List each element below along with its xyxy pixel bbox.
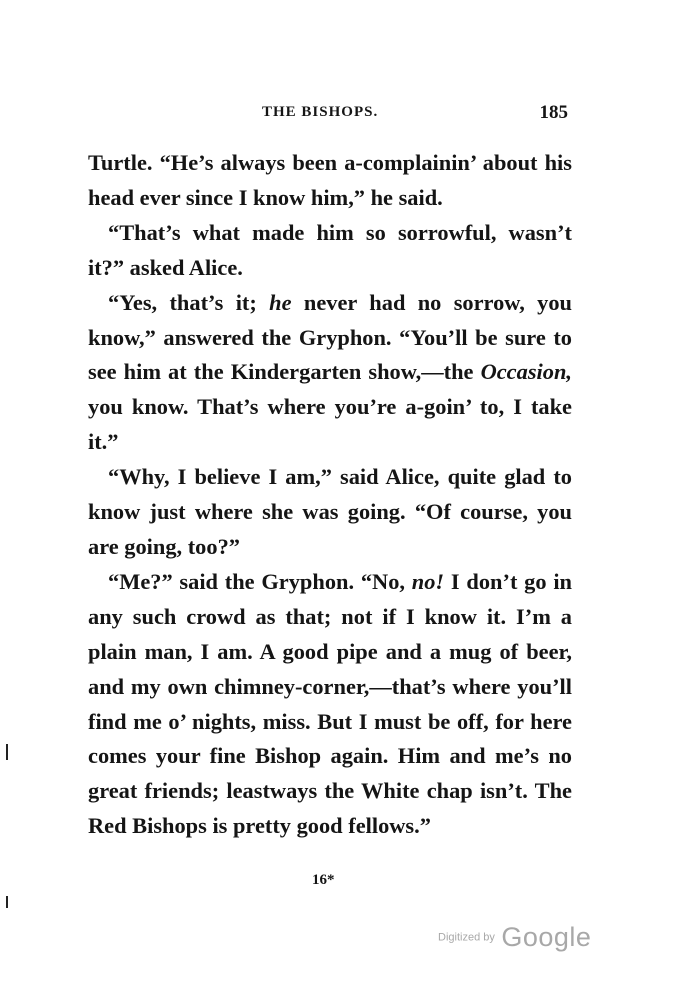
watermark-brand: Google — [501, 922, 592, 952]
italic-text: Occasion, — [480, 359, 572, 385]
paragraph — [88, 565, 572, 844]
paragraph — [88, 460, 572, 565]
text-run: “Why, I believe I am,” said Alice, quite glad to know just where she was going. “Of course, you are going, too?” — [88, 464, 572, 559]
watermark-prefix: Digitized by — [438, 931, 495, 944]
text-run: “That’s what made him so sorrowful, wasn’t it?” asked Alice. — [88, 219, 572, 280]
body-text — [88, 146, 572, 844]
margin-mark — [6, 744, 8, 760]
text-run: you know. That’s where you’re a-goin’ to, I take it.” — [88, 394, 572, 455]
italic-text: no! — [411, 568, 445, 594]
margin-mark — [6, 896, 8, 908]
text-run: “Yes, that’s it; — [108, 289, 270, 315]
italic-text: he — [269, 289, 292, 315]
text-run: Turtle. “He’s always been a-complainin’ about his head ever since I know him,” he said. — [88, 150, 572, 210]
running-title: THE BISHOPS. — [262, 104, 379, 120]
page-number: 185 — [539, 102, 568, 123]
paragraph — [88, 286, 572, 461]
paragraph — [88, 146, 572, 216]
signature-mark: 16* — [312, 872, 335, 888]
digitized-watermark — [438, 922, 591, 953]
running-header — [88, 104, 572, 132]
paragraph — [88, 216, 572, 286]
text-run: I don’t go in any such crowd as that; not if I know it. I’m a plain man, I am. A good pipe and a mug of beer, and my own chimney-corner,—that’s where you’ll find me o’ nights, miss. But I must be off, for here comes your fine Bishop again. Him and me’s no great friends; leastways the White chap isn’t. The Red Bishops is pretty good fellows.” — [88, 568, 573, 839]
text-run: never had no sorrow, you know,” answered the Gryphon. “You’ll be sure to see him at the Kindergarten show,—the — [88, 289, 572, 385]
text-run: “Me?” said the Gryphon. “No, — [108, 568, 412, 594]
